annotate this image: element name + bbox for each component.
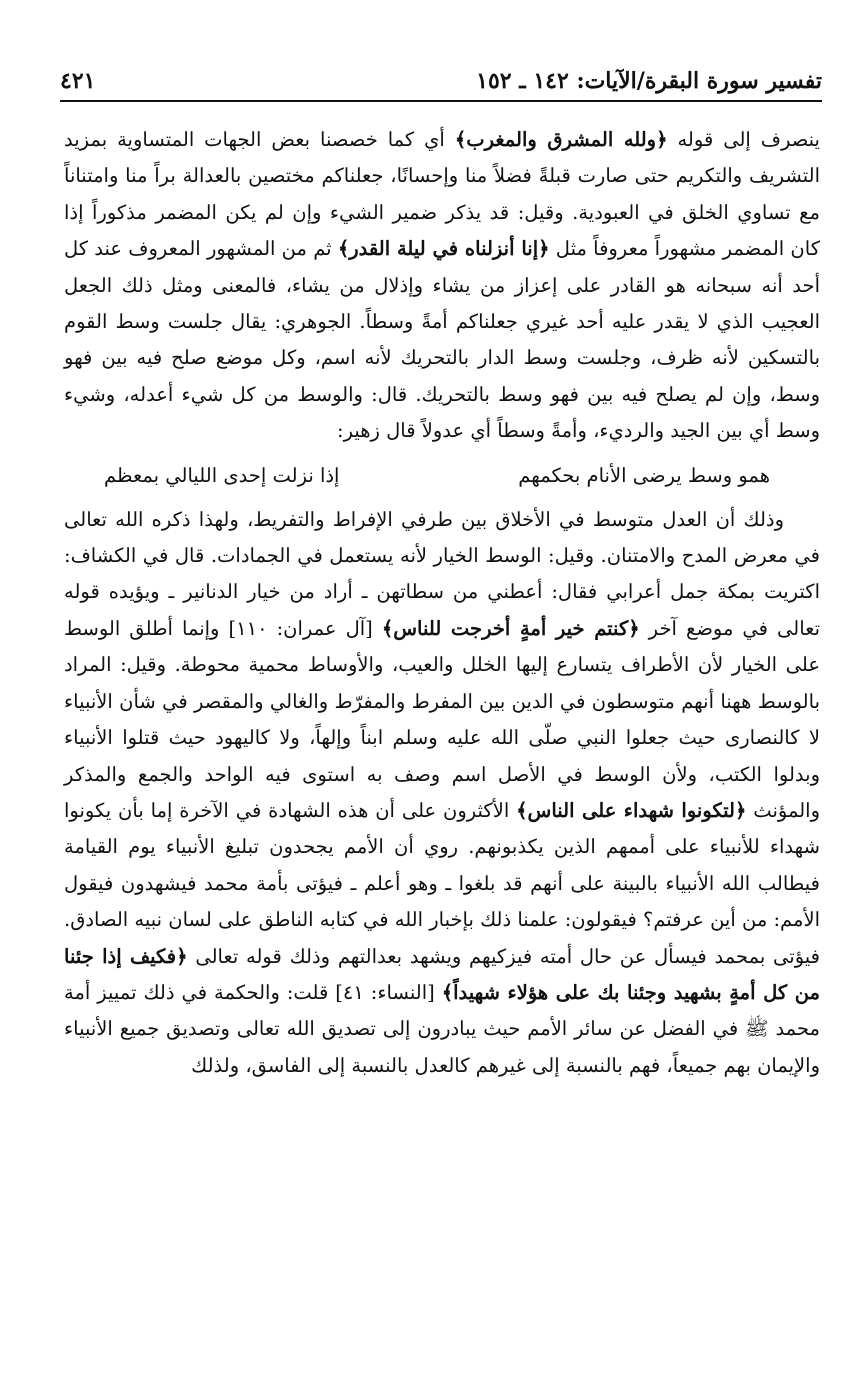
page-header xyxy=(60,60,822,94)
header-rule xyxy=(60,100,822,102)
text-run: [النساء: ٤١] قلت: والحكمة في ذلك تمييز أمة محمد ﷺ في الفضل عن سائر الأمم حيث يبادرون إلى تصديق الله تعالى وتصديق جميع الأنبياء والإيمان بهم جميعاً، فهم بالنسبة إلى غيرهم كالعدل بالنسبة إلى الفاسق، ولذلك xyxy=(64,980,820,1077)
poem-left-hemistich: إذا نزلت إحدى الليالي بمعظم xyxy=(104,463,340,487)
paragraph-2 xyxy=(64,502,820,1085)
quran-quote: ﴿ولله المشرق والمغرب﴾ xyxy=(454,128,668,151)
text-run: ينصرف إلى قوله xyxy=(667,128,820,151)
quran-quote: ﴿فكيف إذا جئنا من كل أمةٍ بشهيد وجئنا بك على هؤلاء شهيداً﴾ xyxy=(64,944,820,1004)
poem-right-hemistich: همو وسط يرضى الأنام بحكمهم xyxy=(518,463,770,487)
quran-quote: ﴿كنتم خير أمةٍ أخرجت للناس﴾ xyxy=(381,616,640,640)
text-run: الأكثرون على أن هذه الشهادة في الآخرة إما بأن يكونوا شهداء للأنبياء على أممهم الذين يكذبونهم. روي أن الأمم يجحدون تبليغ الأنبياء يوم القيامة فيطالب الله الأنبياء بالبينة على أنهم قد بلغوا ـ وهو أعلم ـ فيؤتى بأمة محمد فيشهدون فيقول الأمم: من أين عرفتم؟ فيقولون: علمنا ذلك بإخبار الله في كتابه الناطق على لسان نبيه الصادق. فيؤتى بمحمد فيسأل عن حال أمته فيزكيهم ويشهد بعدالتهم وذلك قوله تعالى xyxy=(64,798,820,968)
page-number: ٤٢١ xyxy=(60,68,96,94)
poem-verse xyxy=(64,450,820,502)
text-run: أي كما خصصنا بعض الجهات المتساوية بمزيد التشريف والتكريم حتى صارت قبلةً فضلاً منا وإحسانًا، جعلناكم مختصين بالعدالة براً منا وامتناناً مع تساوي الخلق في العبودية. وقيل: قد يذكر ضمير الشيء وإن لم يكن المضمر مذكوراً إذا كان المضمر مشهوراً معروفاً مثل xyxy=(64,128,820,261)
quran-quote: ﴿إنا أنزلناه في ليلة القدر﴾ xyxy=(337,237,550,261)
quran-quote: ﴿لتكونوا شهداء على الناس﴾ xyxy=(516,798,747,822)
text-run: وذلك أن العدل متوسط في الأخلاق بين طرفي الإفراط والتفريط، ولهذا ذكره الله تعالى في معرض المدح والامتنان. وقيل: الوسط الخيار لأنه يستعمل في الجمادات. قال في الكشاف: اكتريت بمكة جمل أعرابي فقال: أعطني من سطاتهن ـ أراد من خيار الدنانير ـ ويؤيده قوله تعالى في موضع آخر xyxy=(64,507,821,640)
body-text xyxy=(64,122,820,1084)
text-run: ثم من المشهور المعروف عند كل أحد أنه سبحانه هو القادر على إعزاز من يشاء وإذلال من يشاء، فالمعنى ومثل ذلك الجعل العجيب الذي لا يقدر عليه أحد غيري جعلناكم أمةً وسطاً. الجوهري: يقال جلست وسط القوم بالتسكين لأنه ظرف، وجلست وسط الدار بالتحريك لأنه اسم، وكل موضع صلح فيه بين فهو وسط، وإن لم يصلح فيه بين فهو وسط بالتحريك. قال: والوسط من كل شيء أعدله، وشيء وسط أي بين الجيد والرديء، وأمةً وسطاً أي عدولاً قال زهير: xyxy=(64,237,820,443)
paragraph-1 xyxy=(64,122,820,450)
running-title: تفسير سورة البقرة/الآيات: ١٤٢ ـ ١٥٢ xyxy=(476,68,822,94)
text-run: [آل عمران: ١١٠] وإنما أطلق الوسط على الخيار لأن الأطراف يتسارع إليها الخلل والعيب، والأوساط محمية محوطة. وقيل: المراد بالوسط ههنا أنهم متوسطون في الدين بين المفرط والمفرّط والغالي والمقصر في شأن الأنبياء لا كالنصارى حيث جعلوا النبي صلّى الله عليه وسلم ابناً وإلهاً، ولا كاليهود حيث قتلوا الأنبياء وبدلوا الكتب، ولأن الوسط في الأصل اسم وصف به استوى فيه الواحد والجمع والمذكر والمؤنث xyxy=(64,616,820,822)
